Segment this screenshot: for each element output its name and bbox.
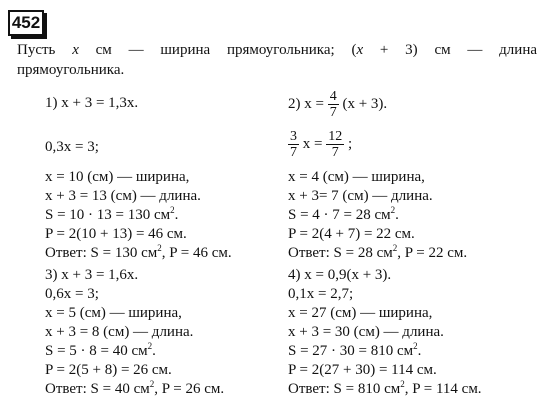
case1-answer: Ответ: S = 130 $см^2$, P = 46 см. (45, 243, 232, 261)
case1-width: x = 10 (см) — ширина, (45, 169, 190, 185)
case4-step: 0,1x = 2,7; (288, 286, 354, 302)
case1-length: x + 3 = 13 (см) — длина. (45, 188, 201, 204)
case1-step: 0,3x = 3; (45, 139, 99, 155)
case3-area: S = 5 · 8 = 40 $см^2$. (45, 341, 156, 359)
case3-step: 0,6x = 3; (45, 286, 99, 302)
case3-perimeter: P = 2(5 + 8) = 26 см. (45, 362, 172, 378)
case2-step-fraction-left: $\frac{3}{7}$ (290, 129, 297, 161)
case3-width: x = 5 (см) — ширина, (45, 305, 182, 321)
case1-area: S = 10 · 13 = 130 $см^2$. (45, 205, 179, 223)
case2-fraction: $\frac{4}{7}$ (329, 89, 337, 121)
case4-perimeter: P = 2(27 + 30) = 114 см. (288, 362, 437, 378)
case2-perimeter: P = 2(4 + 7) = 22 см. (288, 226, 415, 242)
problem-statement: Пусть x см — ширина прямоугольника; (x + 3) см — длина (17, 42, 538, 58)
case2-area: S = 4 · 7 = 28 $см^2$. (288, 205, 399, 223)
case1-equation: 1) x + 3 = 1,3x. (45, 95, 139, 111)
case4-area: S = 27 · 30 = 810 $см^2$. (288, 341, 422, 359)
case2-width: x = 4 (см) — ширина, (288, 169, 425, 185)
case3-answer: Ответ: S = 40 $см^2$, P = 26 см. (45, 379, 225, 397)
case4-answer: Ответ: S = 810 $см^2$, P = 114 см. (288, 379, 482, 397)
case4-equation: 4) x = 0,9(x + 3). (288, 267, 392, 283)
case2-answer: Ответ: S = 28 $см^2$, P = 22 см. (288, 243, 468, 261)
case2-equation: 2) x = $\frac{4}{7}$ (x + 3). (288, 89, 388, 121)
case4-width: x = 27 (см) — ширина, (288, 305, 433, 321)
problem-number-badge: 452 (8, 10, 44, 36)
case2-step-fraction-right: $\frac{12}{7}$ (328, 129, 343, 161)
case3-equation: 3) x + 3 = 1,6x. (45, 267, 139, 283)
problem-statement-cont: прямоугольника. (17, 62, 125, 78)
case3-length: x + 3 = 8 (см) — длина. (45, 324, 194, 340)
case2-step: $\frac{3}{7}$ x = $\frac{12}{7}$ ; (290, 129, 353, 161)
case2-length: x + 3= 7 (см) — длина. (288, 188, 433, 204)
case1-perimeter: P = 2(10 + 13) = 46 см. (45, 226, 187, 242)
case4-length: x + 3 = 30 (см) — длина. (288, 324, 444, 340)
